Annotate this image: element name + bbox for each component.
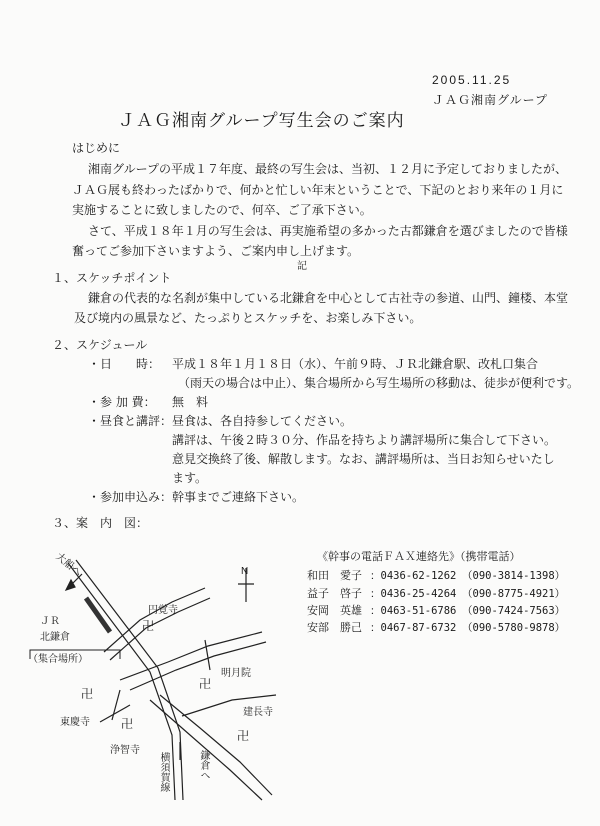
map-label-yokosuka-line: 横須賀線 (158, 752, 169, 792)
intro-heading: はじめに (72, 141, 121, 155)
schedule-value: 昼食は、各自持参してください。 (172, 414, 353, 428)
map-label-kamakura: 鎌倉へ (198, 750, 209, 780)
schedule-value: 無 料 (172, 395, 209, 409)
contacts-heading: 《幹事の電話ＦＡＸ連絡先》（携帯電話） (317, 550, 521, 563)
contact-name: 安岡 英雄 (307, 604, 362, 617)
contact-mobile: （090-3814-1398） (462, 570, 566, 582)
map-label-north: N (241, 566, 249, 577)
schedule-value: 意見交換終了後、解散します。なお、講評場所は、当日お知らせいたし (172, 452, 555, 466)
sketch-line: 及び境内の風景など、たっぷりとスケッチを、お楽しみ下さい。 (74, 311, 422, 325)
contact-mobile: （090-8775-4921） (462, 588, 566, 600)
schedule-label-lunch: ・昼食と講評： (88, 414, 173, 428)
schedule-value: 幹事までご連絡下さい。 (172, 490, 305, 504)
schedule-label-datetime: ・日 時： (88, 357, 161, 371)
map-label-kenchoji: 建長寺 (243, 707, 273, 718)
temple-icon: 卍 (199, 677, 212, 691)
schedule-value: （雨天の場合は中止）、集合場所から写生場所の移動は、徒歩が便利です。 (178, 376, 580, 390)
temple-icon: 卍 (142, 619, 155, 633)
section-heading-map: ３、案 内 図： (52, 516, 149, 530)
map-label-meigetsuin: 明月院 (221, 668, 251, 679)
intro-line: 奮ってご参加下さいますよう、ご案内申し上げます。 (72, 244, 360, 258)
map-label-ofuna: 大船へ (53, 551, 84, 579)
schedule-value: ます。 (172, 471, 208, 485)
contact-phone: ：0463-51-6786 (370, 605, 457, 617)
map-label-tokeiji: 東慶寺 (60, 717, 90, 728)
schedule-label-apply: ・参加申込み： (88, 490, 173, 504)
road (112, 690, 120, 720)
section-heading-sketch: １、スケッチポイント (52, 271, 172, 285)
road (104, 588, 205, 652)
temple-icon: 卍 (121, 717, 134, 731)
document-date: 2005.11.25 (432, 73, 512, 87)
intro-line: さて、平成１８年１月の写生会は、再実施希望の多かった古都鎌倉を選びましたので皆様 (88, 224, 568, 238)
temple-icon: 卍 (81, 687, 94, 701)
sketch-line: 鎌倉の代表的な名刹が集中している北鎌倉を中心として古社寺の参道、山門、鐘楼、本堂 (88, 291, 569, 305)
map-label-kitakamakura: 北鎌倉 (40, 632, 70, 643)
intro-line: ＪＡＧ展も終わったばかりで、何かと忙しい年末ということで、下記のとおり来年の１月に (72, 183, 564, 197)
intro-line: 実施することに致しましたので、何卒、ご了承下さい。 (72, 203, 372, 217)
intro-line: 湘南グループの平成１７年度、最終の写生会は、当初、１２月に予定しておりましたが、 (88, 162, 568, 176)
schedule-label-fee: ・参 加 費： (88, 395, 156, 409)
contact-mobile: （090-7424-7563） (462, 605, 566, 617)
contact-name: 和田 愛子 (307, 569, 362, 582)
section-heading-schedule: ２、スケジュール (52, 338, 148, 352)
road (205, 640, 210, 670)
contact-name: 益子 啓子 (307, 587, 362, 600)
temple-icon: 卍 (237, 729, 250, 743)
map-label-jochiji: 浄智寺 (110, 745, 140, 756)
ki-marker: 記 (297, 261, 307, 272)
schedule-value: 平成１８年１月１８日（水）、午前９時、ＪＲ北鎌倉駅、改札口集合 (172, 357, 539, 371)
schedule-value: 講評は、午後２時３０分、作品を持ちより講評場所に集合して下さい。 (172, 433, 557, 447)
contact-phone: ：0436-62-1262 (370, 570, 457, 582)
map-label-meeting-place: （集合場所） (28, 654, 88, 665)
map-label-enkakuji: 円覚寺 (148, 605, 178, 616)
contact-name: 安部 勝己 (307, 621, 362, 634)
arrow-icon (66, 580, 75, 590)
contact-phone: ：0467-87-6732 (370, 622, 457, 634)
document-title: ＪＡＧ湘南グループ写生会のご案内 (118, 111, 405, 131)
contact-phone: ：0436-25-4264 (370, 588, 457, 600)
map-label-jr: ＪＲ (40, 616, 60, 627)
organization-name: ＪＡＧ湘南グループ (432, 93, 549, 107)
contact-mobile: （090-5780-9878） (462, 622, 566, 634)
